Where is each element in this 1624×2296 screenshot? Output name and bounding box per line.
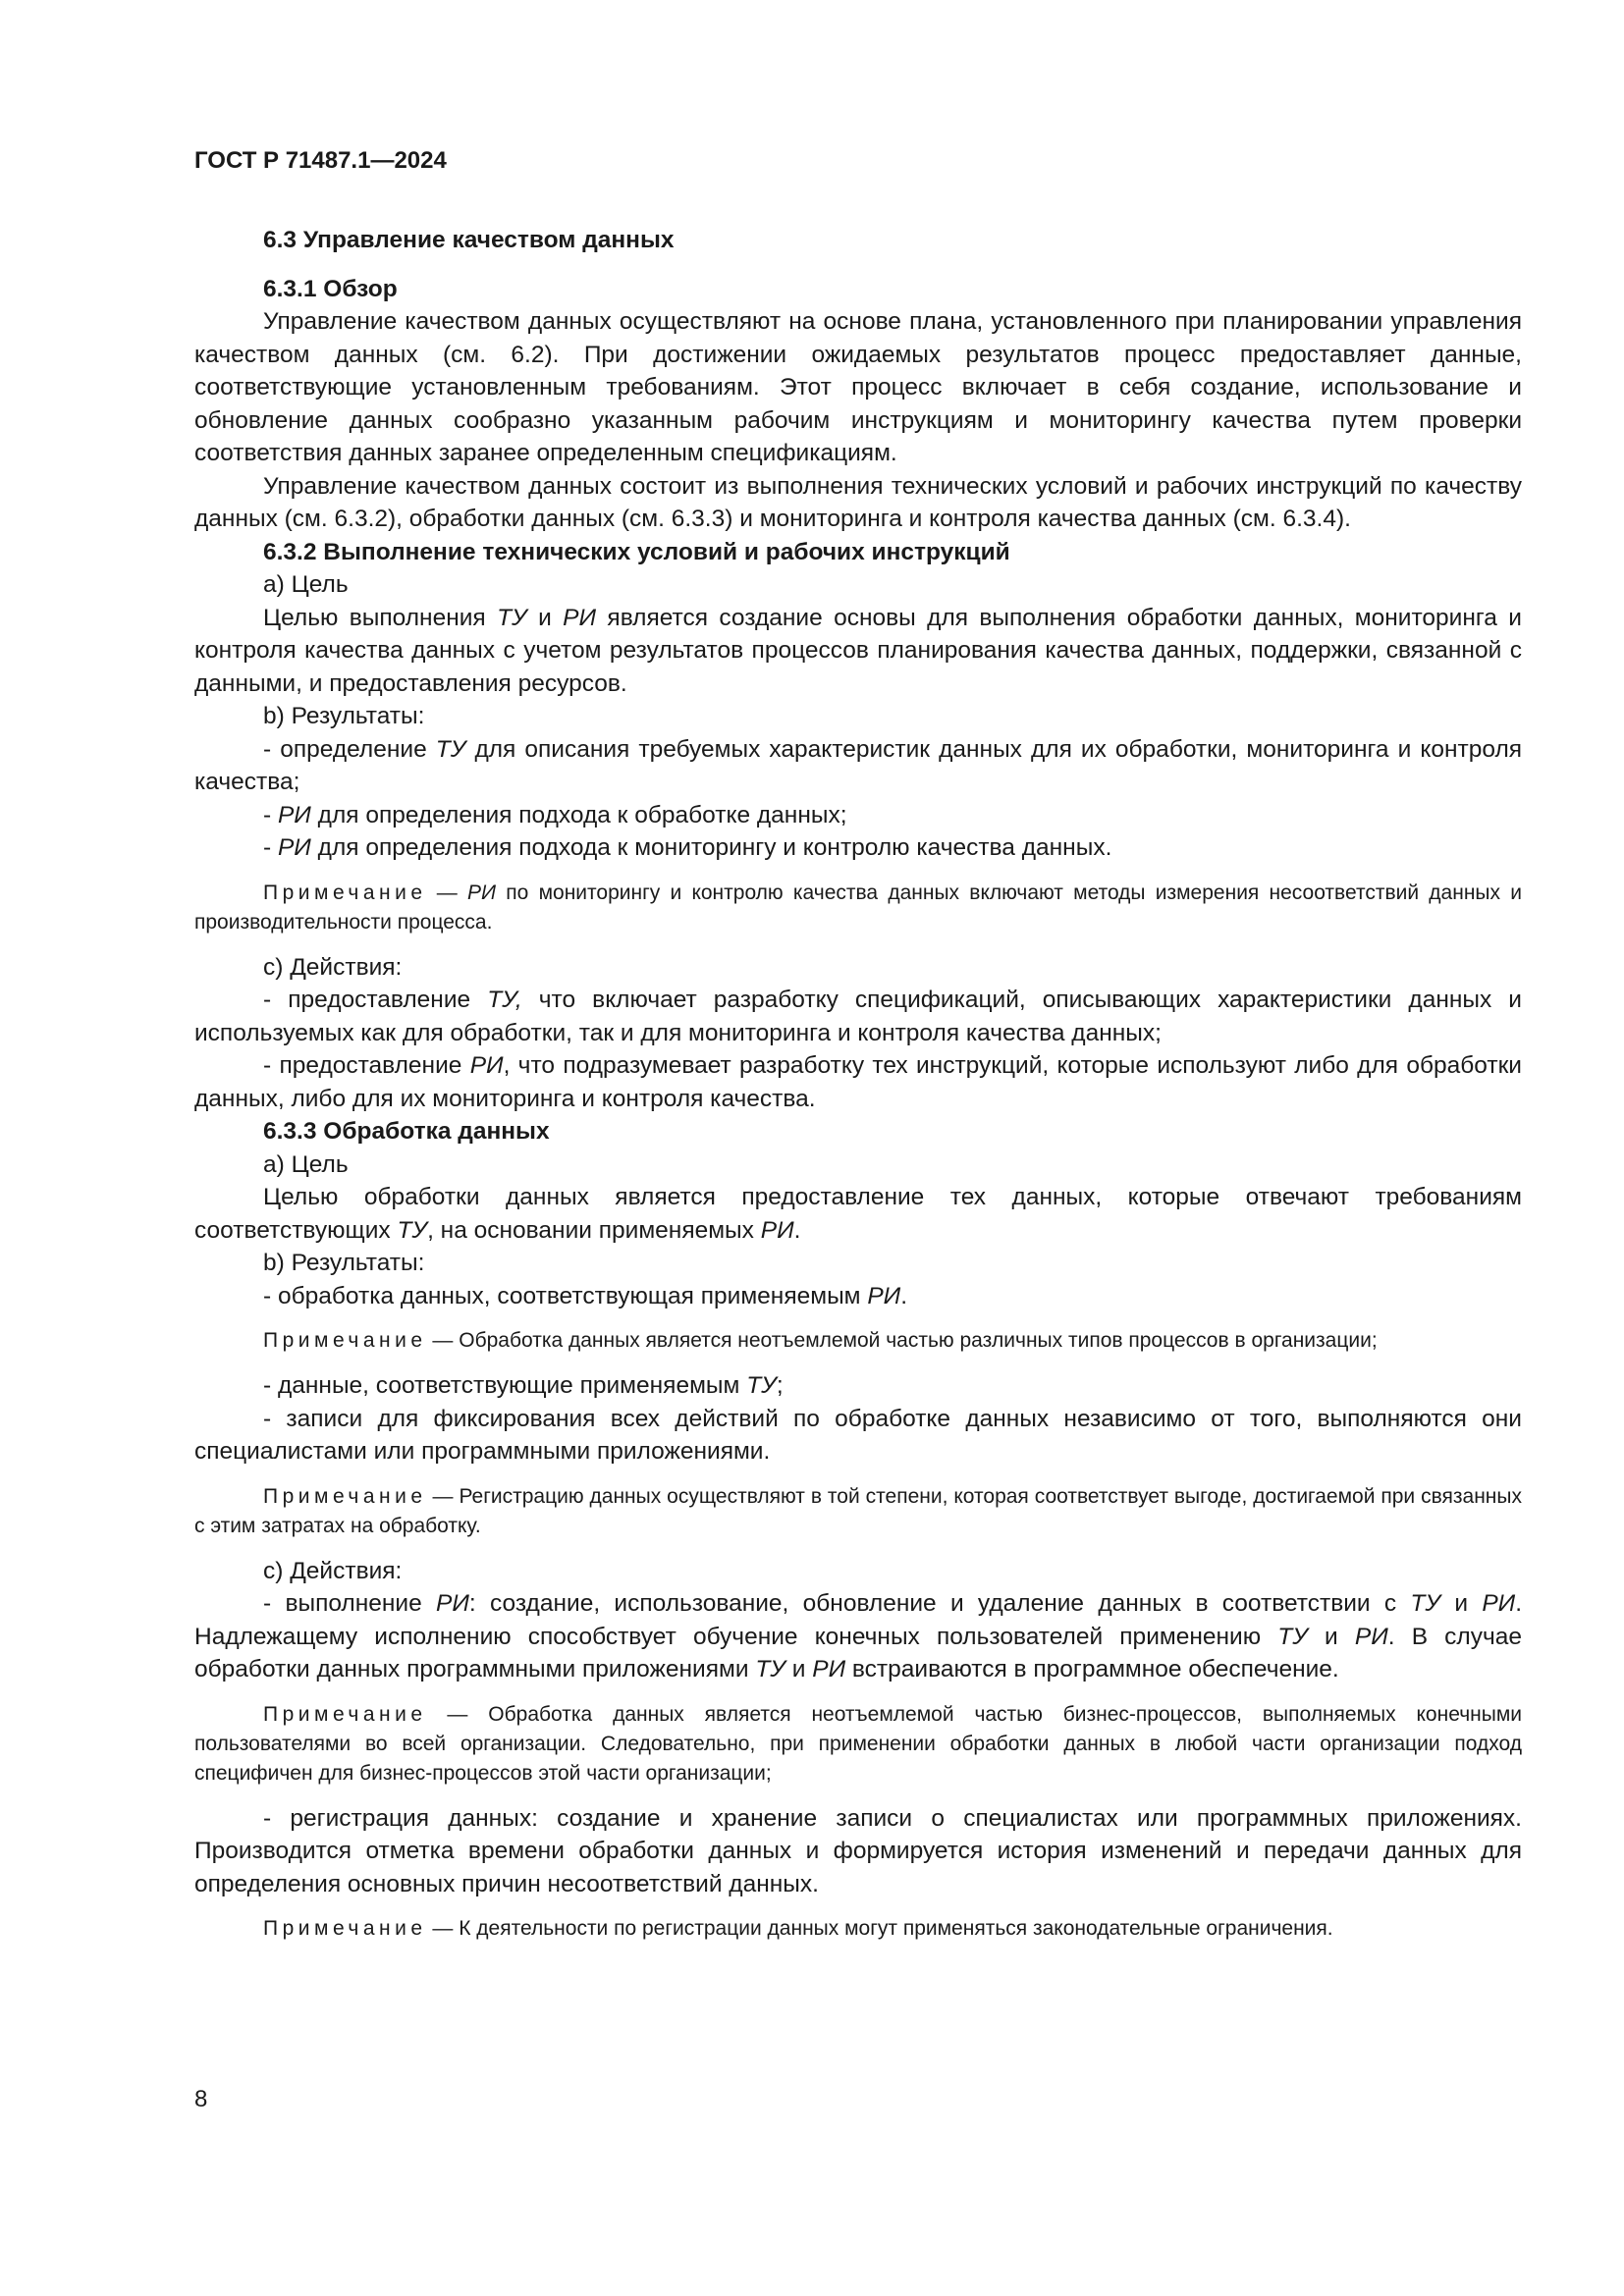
list-item: - записи для фиксирования всех действий по обработке данных независимо от того, выполняются они специалистами или программными приложениями. [194, 1405, 1522, 1465]
document-body [194, 224, 1522, 1944]
note: Примечание — Регистрацию данных осуществляют в той степени, которая соответствует выгоде, достигаемой при связанных с этим затратах на обработку. [194, 1484, 1522, 1537]
section-6-3-3-title: 6.3.3 Обработка данных [263, 1118, 550, 1145]
standard-header: ГОСТ Р 71487.1—2024 [194, 147, 447, 174]
list-item: - регистрация данных: создание и хранение записи о специалистах или программных приложениях. Производится отметка времени обработки данных и формируется история изменений и передачи данных для определения основных причин несоответствий данных. [194, 1804, 1522, 1897]
section-6-3-2-title: 6.3.2 Выполнение технических условий и рабочих инструкций [263, 538, 1010, 565]
list-item: - предоставление РИ, что подразумевает разработку тех инструкций, которые используют либо для обработки данных, либо для их мониторинга и контроля качества. [194, 1052, 1522, 1112]
paragraph: Целью обработки данных является предоставление тех данных, которые отвечают требованиям соответствующих ТУ, на основании применяемых РИ. [194, 1184, 1522, 1244]
paragraph: Управление качеством данных состоит из выполнения технических условий и рабочих инструкций по качеству данных (см. 6.3.2), обработки данных (см. 6.3.3) и мониторинга и контроля качества данных (см. 6.3.4). [194, 472, 1522, 532]
list-label: а) Цель [263, 571, 349, 598]
note: Примечание — РИ по мониторингу и контролю качества данных включают методы измерения несоответствий данных и производительности процесса. [194, 881, 1522, 934]
list-label: с) Действия: [263, 1557, 403, 1584]
paragraph: Управление качеством данных осуществляют на основе плана, установленного при планировании управления качеством данных (см. 6.2). При достижении ожидаемых результатов процесс предоставляет данные, соответствующие установленным требованиям. Этот процесс включает в себя создание, использование и обновление данных сообразно указанным рабочим инструкциям и мониторингу качества путем проверки соответствия данных заранее определенным спецификациям. [194, 308, 1522, 466]
document-page [194, 147, 1522, 1957]
note: Примечание — Обработка данных является неотъемлемой частью бизнес-процессов, выполняемых конечными пользователями во всей организации. Следовательно, при применении обработки данных в любой части организации подход специфичен для бизнес-процессов этой части организации; [194, 1702, 1522, 1785]
note: Примечание — К деятельности по регистрации данных могут применяться законодательные ограничения. [263, 1917, 1333, 1940]
list-item: - обработка данных, соответствующая применяемым РИ. [263, 1282, 908, 1309]
list-item: - выполнение РИ: создание, использование, обновление и удаление данных в соответствии с ТУ и РИ. Надлежащему исполнению способствует обучение конечных пользователей применению ТУ и РИ. В случае обработки данных программными приложениями ТУ и РИ встраиваются в программное обеспечение. [194, 1590, 1522, 1682]
list-label: с) Действия: [263, 953, 403, 981]
list-item: - данные, соответствующие применяемым ТУ; [263, 1372, 784, 1399]
list-item: - РИ для определения подхода к обработке данных; [263, 801, 847, 828]
note: Примечание — Обработка данных является неотъемлемой частью различных типов процессов в организации; [263, 1329, 1378, 1352]
list-item: - РИ для определения подхода к мониторингу и контролю качества данных. [263, 834, 1112, 861]
list-item: - определение ТУ для описания требуемых характеристик данных для их обработки, мониторинга и контроля качества; [194, 735, 1523, 795]
list-label: b) Результаты: [263, 1250, 425, 1276]
page-number: 8 [194, 2086, 208, 2112]
paragraph: Целью выполнения ТУ и РИ является создание основы для выполнения обработки данных, мониторинга и контроля качества данных с учетом результатов процессов планирования качества данных, поддержки, связанной с данными, и предоставления ресурсов. [194, 604, 1522, 697]
section-6-3-title: 6.3 Управление качеством данных [263, 227, 675, 253]
section-6-3-1-title: 6.3.1 Обзор [263, 275, 398, 302]
list-item: - предоставление ТУ, что включает разработку спецификаций, описывающих характеристики данных и используемых как для обработки, так и для мониторинга и контроля качества данных; [194, 987, 1522, 1046]
list-label: а) Цель [263, 1150, 349, 1178]
list-label: b) Результаты: [263, 703, 425, 729]
